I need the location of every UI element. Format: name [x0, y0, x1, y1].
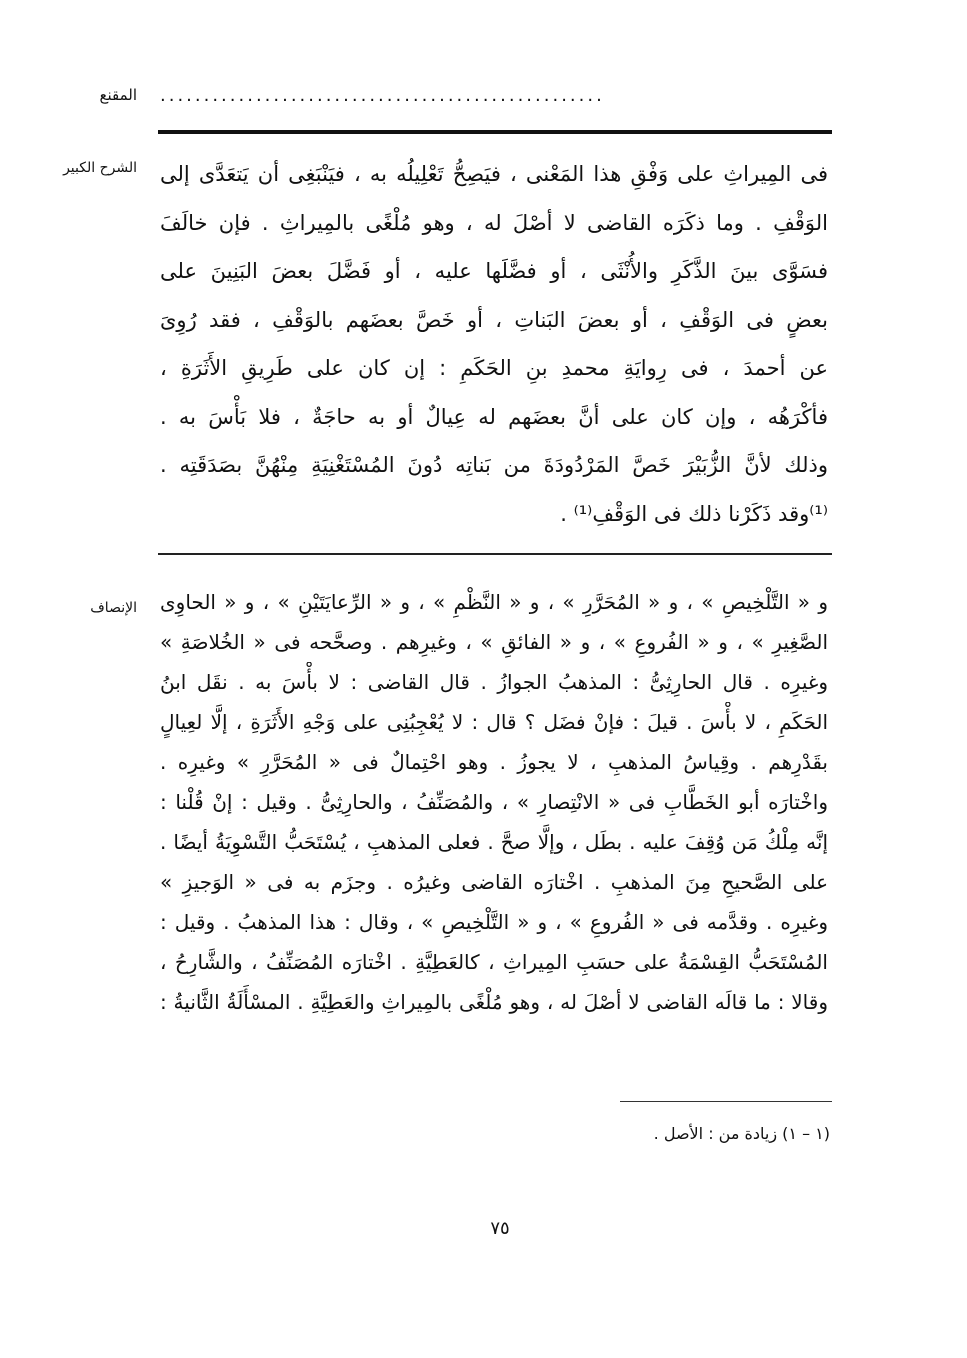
sharh-line: فى المِيراثِ على وَفْقِ هذا المَعْنى ، فيَصِحُّ تَعْلِيلُه به ، فيَنْبَغِى أن يَتعَدَّى إلى	[160, 162, 828, 186]
insaf-line: إنَّه مِلْكُ مَن وُقِفَ عليه . بطَل ، وإلَّا صحَّ . فعلى المذهبِ ، يُسْتَحَبُّ التَّسْوِيَةُ أيضًا .	[160, 830, 828, 854]
insaf-section-label: الإنصاف	[90, 600, 137, 616]
sharh-line: فسَوَّى بينَ الذَّكَرِ والأُنْثَى ، أو فضَّلَها عليه ، أو فَضَّلَ بعضَ البَنِينَ على	[160, 259, 828, 283]
sharh-line: الوَقْفِ . وما ذكَرَه القاضى لا أصْلَ له ، وهو مُلْغًى بالمِيراثِ . فإن خالَفَ	[160, 210, 828, 235]
footnote: (١ – ١) زيادة من : الأصل .	[653, 1124, 830, 1143]
sharh-line: بعضٍ فى الوَقْفِ ، أو بعضَ البَناتِ ، أو خَصَّ بعضَهم بالوَقْفِ ، فقد رُوِىَ	[160, 307, 828, 332]
section-divider	[158, 553, 832, 555]
running-header-title: المقنع	[99, 86, 137, 104]
insaf-line: المُسْتَحَبُّ القِسْمَةُ على حسَبِ المِيراثِ ، كالعَطِيَّةِ . اخْتارَه المُصَنِّفُ ، والشَّارِحُ ،	[160, 950, 828, 974]
insaf-line: الصَّغِيرِ » ، و « الفُروعِ » ، و « الفائقِ » ، وغيرِهم . وصحَّحه فى « الخُلاصَةِ »	[160, 630, 828, 654]
sharh-text-block	[160, 150, 828, 538]
insaf-line: وقالا : ما قالَه القاضى لا أصْلَ له ، وهو مُلْغًى بالمِيراثِ والعَطِيَّةِ . المسْأَلَةُ الثَّانيةُ :	[160, 990, 828, 1014]
header-dotted-leader: ...................................................	[160, 90, 605, 102]
insaf-line: واخْتارَه أبو الخَطَّابِ فى « الانْتِصارِ » ، والمُصَنِّفُ ، والحارِثِىُّ . وقيل : إنْ قُلْنا :	[160, 790, 828, 814]
insaf-line: وغيرِه . وقدَّمه فى « الفُروعِ » ، و « التَّلْخِيصِ » ، وقال : هذا المذهبُ . وقيل :	[160, 910, 828, 934]
footnote-rule	[620, 1101, 832, 1102]
insaf-line: و « التَّلْخِيصِ » ، و « المُحَرَّرِ » ، و « النَّظْمِ » ، و « الرِّعايَتَيْنِ » ، و « الحاوِى	[160, 590, 828, 614]
header-rule	[158, 130, 832, 134]
sharh-line: عن أحمدَ ، فى رِوايَةِ محمدِ بنِ الحَكَمِ : إن كان على طَرِيقِ الأَثَرَةِ ،	[160, 356, 828, 380]
insaf-line: الحَكَمِ ، لا بأْسَ . قيلَ : فإنْ فضَل ؟ قال : لا يُعْجِبُنِى على وَجْهِ الأَثَرَةِ ، إلَّا لعِيالٍ	[160, 710, 828, 734]
insaf-line: وغيرِه . قال الحارِثِىُّ : المذهبُ الجوازُ . قال القاضى : لا بأْسَ به . نقَل ابنُ	[160, 670, 828, 694]
sharh-line: ⁽¹⁾وقد ذَكَرْنا ذلك فى الوَقْفِ⁽¹⁾ .	[560, 501, 828, 526]
insaf-text-block	[160, 582, 828, 1022]
sharh-line: فأكْرَهُه ، وإن كان على أنَّ بعضَهم له عِيالٌ أو به حاجَةٌ ، فلا بَأْسَ به .	[160, 404, 828, 429]
page-number: ٧٥	[490, 1218, 510, 1239]
insaf-line: على الصَّحيحِ مِنَ المذهبِ . اخْتارَه القاضى وغيرُه . وجزَم به فى « الوَجيزِ »	[160, 870, 828, 894]
sharh-line: وذلك لأنَّ الزُّبَيْرَ خَصَّ المَرْدُودَةَ من بَناتِه دُونَ المُسْتَغْنِيَةِ مِنْهُنَّ بصَدَقَتِه .	[160, 453, 828, 477]
insaf-line: بقَدْرِهم . وقِياسُ المذهبِ ، لا يجوزُ . وهو احْتِمالٌ فى « المُحَرَّرِ » وغيرِه .	[160, 750, 828, 774]
sharh-section-label: الشرح الكبير	[63, 160, 137, 176]
